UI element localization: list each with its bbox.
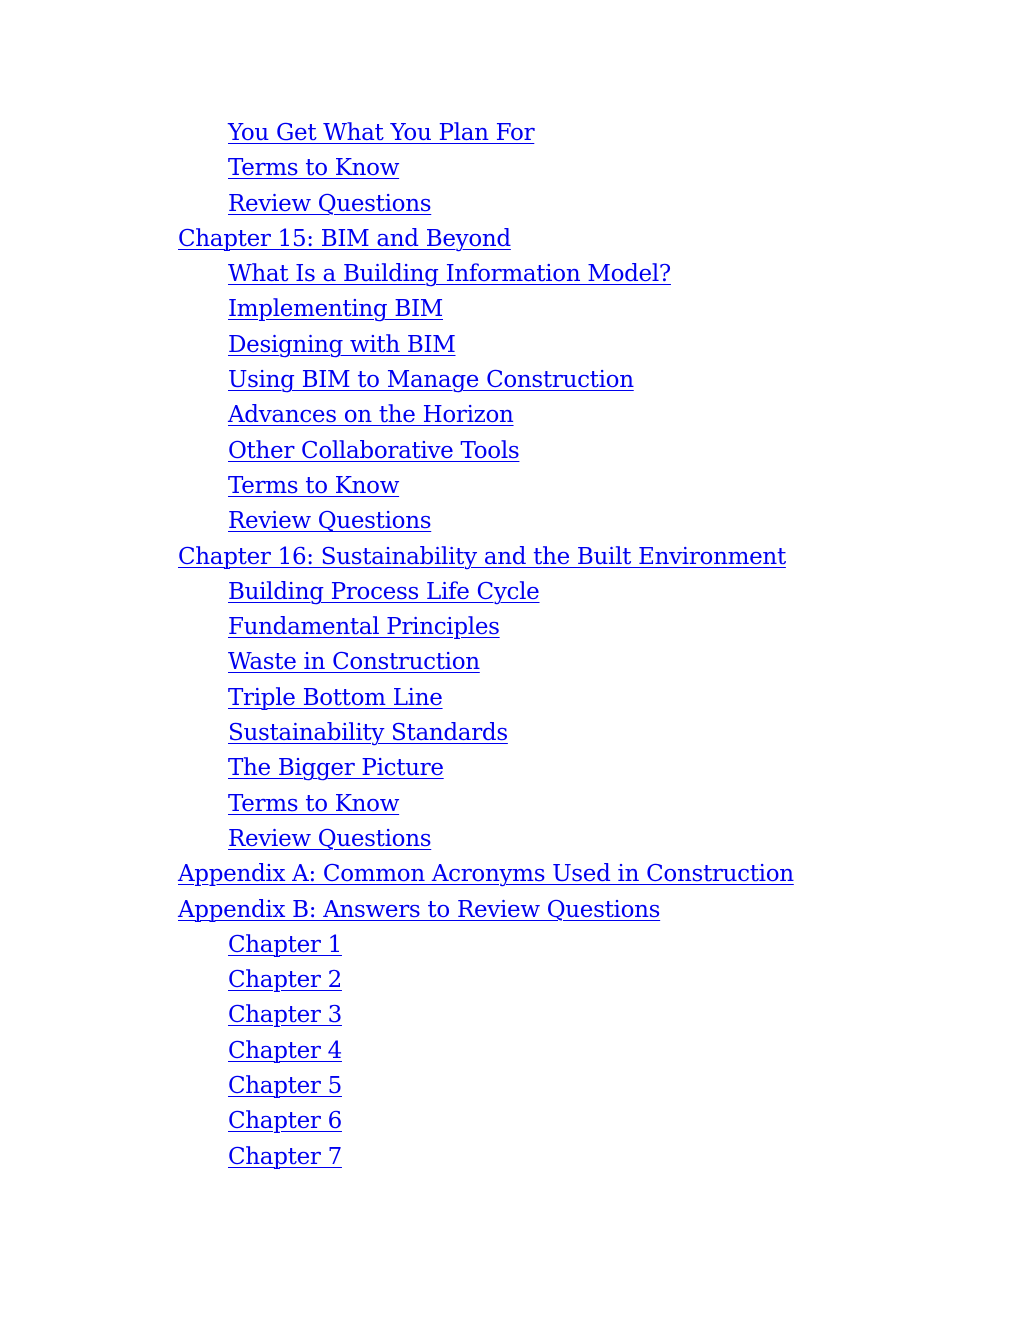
toc-section-item [0, 681, 1020, 716]
toc-section-link[interactable]: Triple Bottom Line [228, 684, 443, 711]
toc-chapter-link[interactable]: Chapter 15: BIM and Beyond [178, 225, 511, 252]
toc-section-item [0, 1034, 1020, 1069]
toc-section-item [0, 787, 1020, 822]
toc-section-link[interactable]: Terms to Know [228, 472, 400, 499]
toc-section-item [0, 504, 1020, 539]
toc-section-link[interactable]: Terms to Know [228, 790, 400, 817]
toc-section-item [0, 398, 1020, 433]
toc-section-link[interactable]: Review Questions [228, 825, 432, 852]
toc-section-link[interactable]: Using BIM to Manage Construction [228, 367, 634, 394]
toc-section-link[interactable]: Chapter 5 [228, 1073, 342, 1100]
toc-section-item [0, 1069, 1020, 1104]
toc-section-link[interactable]: The Bigger Picture [228, 755, 444, 782]
toc-section-item [0, 469, 1020, 504]
toc-section-link[interactable]: Terms to Know [228, 155, 400, 182]
toc-section-item [0, 1140, 1020, 1175]
toc-section-item [0, 963, 1020, 998]
toc-section-link[interactable]: Fundamental Principles [228, 614, 500, 641]
toc-chapter-item [0, 540, 1020, 575]
toc-section-item [0, 187, 1020, 222]
toc-section-link[interactable]: Chapter 2 [228, 967, 342, 994]
toc-section-item [0, 292, 1020, 327]
toc-section-item [0, 928, 1020, 963]
toc-section-item [0, 116, 1020, 151]
toc-section-link[interactable]: Chapter 6 [228, 1108, 342, 1135]
toc-section-link[interactable]: Chapter 3 [228, 1002, 342, 1029]
toc-section-link[interactable]: Advances on the Horizon [228, 402, 514, 429]
toc-chapter-item [0, 893, 1020, 928]
toc-section-item [0, 1104, 1020, 1139]
toc-section-item [0, 257, 1020, 292]
table-of-contents [0, 116, 1020, 1175]
toc-section-link[interactable]: What Is a Building Information Model? [228, 261, 671, 288]
toc-section-item [0, 716, 1020, 751]
toc-section-link[interactable]: Sustainability Standards [228, 720, 508, 747]
toc-chapter-link[interactable]: Appendix A: Common Acronyms Used in Construction [178, 861, 794, 888]
toc-section-link[interactable]: You Get What You Plan For [228, 120, 535, 146]
toc-section-link[interactable]: Implementing BIM [228, 296, 444, 323]
toc-section-item [0, 151, 1020, 186]
toc-section-link[interactable]: Building Process Life Cycle [228, 578, 540, 605]
toc-section-link[interactable]: Chapter 1 [228, 931, 342, 958]
toc-section-item [0, 822, 1020, 857]
toc-section-link[interactable]: Review Questions [228, 190, 432, 217]
toc-section-item [0, 998, 1020, 1033]
toc-chapter-link[interactable]: Chapter 16: Sustainability and the Built Environment [178, 543, 786, 570]
toc-section-link[interactable]: Waste in Construction [228, 649, 480, 676]
toc-section-item [0, 328, 1020, 363]
toc-section-item [0, 610, 1020, 645]
toc-section-link[interactable]: Chapter 7 [228, 1143, 342, 1170]
toc-chapter-item [0, 857, 1020, 892]
toc-section-item [0, 751, 1020, 786]
toc-section-link[interactable]: Review Questions [228, 508, 432, 535]
toc-section-link[interactable]: Designing with BIM [228, 331, 456, 358]
toc-chapter-item [0, 222, 1020, 257]
toc-section-link[interactable]: Chapter 4 [228, 1037, 342, 1064]
toc-section-item [0, 434, 1020, 469]
toc-section-link[interactable]: Other Collaborative Tools [228, 437, 520, 464]
toc-section-item [0, 645, 1020, 680]
toc-section-item [0, 363, 1020, 398]
toc-chapter-link[interactable]: Appendix B: Answers to Review Questions [178, 896, 661, 923]
toc-section-item [0, 575, 1020, 610]
